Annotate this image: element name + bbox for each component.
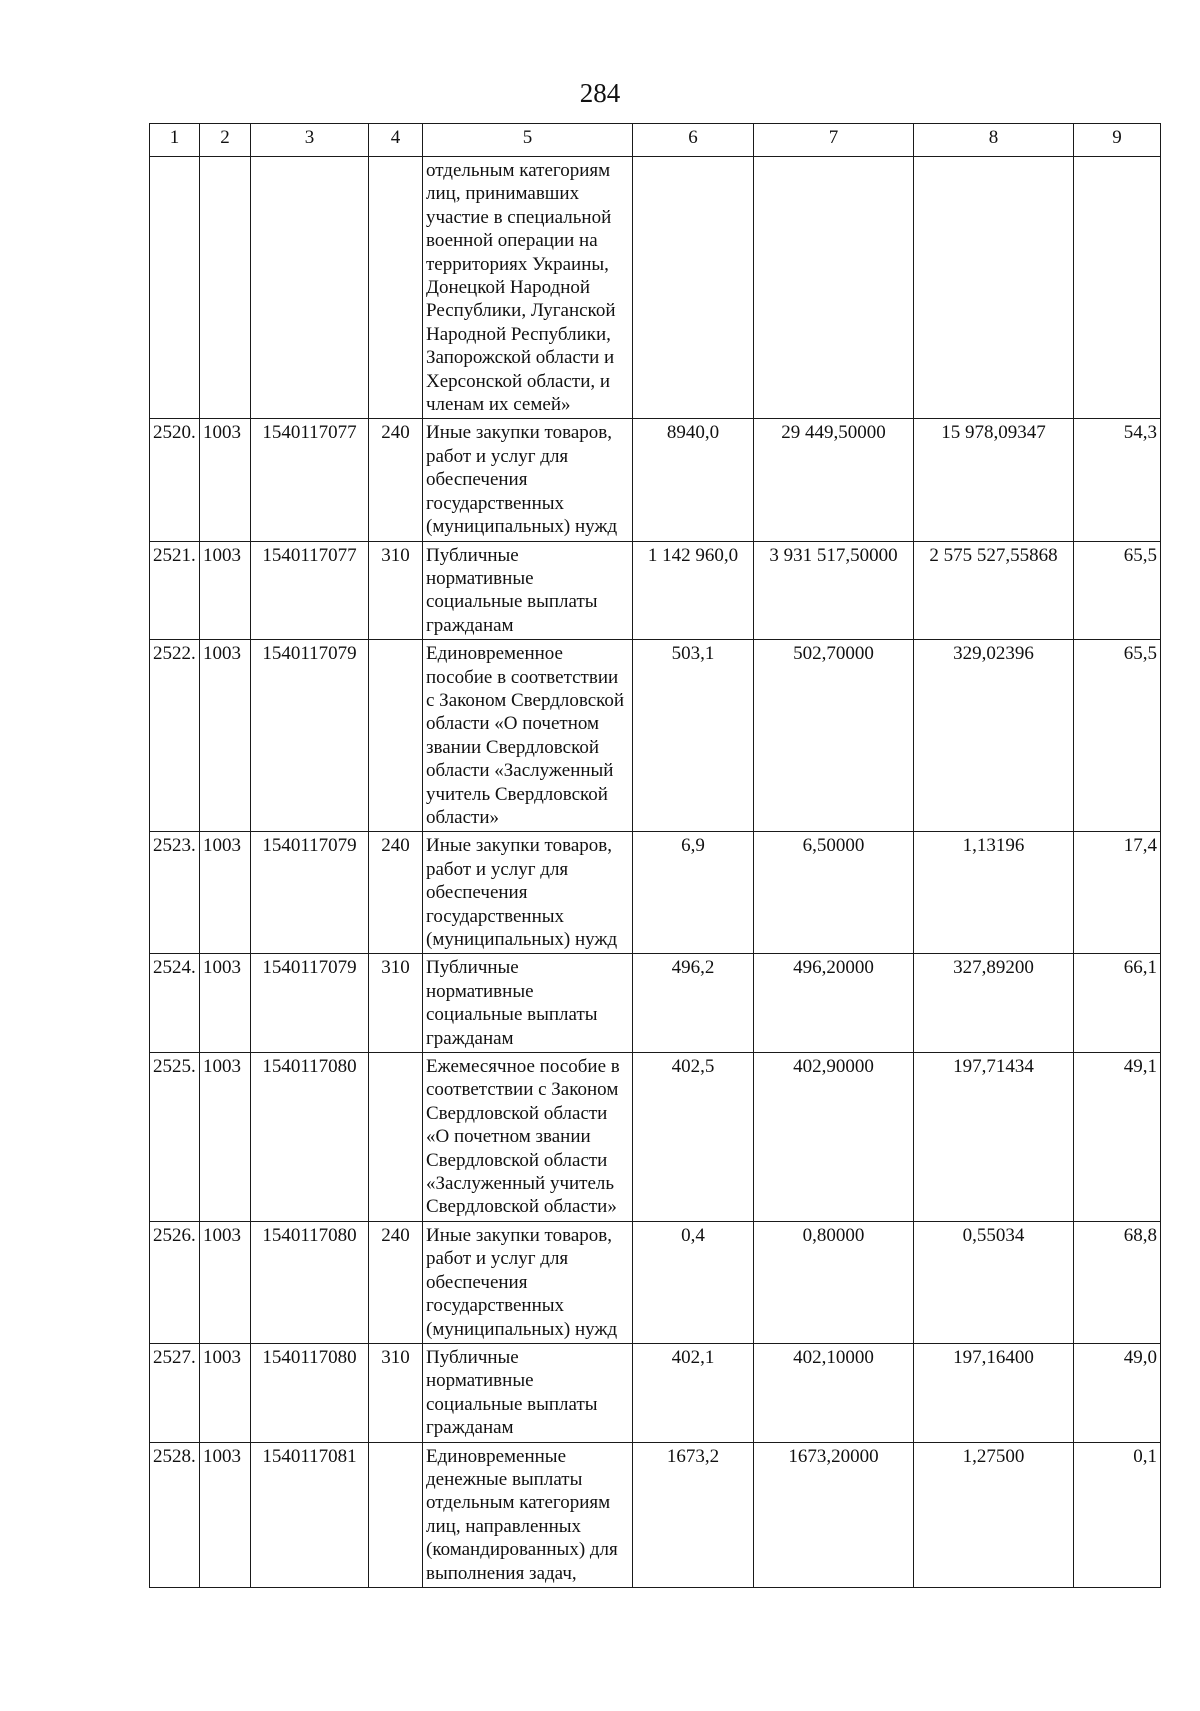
value-cell: 502,70000 xyxy=(754,640,914,832)
row-number-cell: 2521. xyxy=(150,541,200,640)
target-code-cell: 1540117079 xyxy=(251,640,369,832)
target-code-cell: 1540117077 xyxy=(251,541,369,640)
value-cell: 1673,2 xyxy=(633,1442,754,1587)
percent-cell: 17,4 xyxy=(1074,832,1161,954)
table-row xyxy=(150,419,1161,541)
value-cell: 197,16400 xyxy=(914,1343,1074,1442)
value-cell: 6,50000 xyxy=(754,832,914,954)
column-header: 8 xyxy=(914,124,1074,157)
description-cell: Публичные нормативные социальные выплаты гражданам xyxy=(423,541,633,640)
value-cell: 402,5 xyxy=(633,1053,754,1222)
column-header: 2 xyxy=(200,124,251,157)
value-cell: 496,20000 xyxy=(754,954,914,1053)
expense-type-cell: 240 xyxy=(369,832,423,954)
table-row xyxy=(150,640,1161,832)
value-cell: 3 931 517,50000 xyxy=(754,541,914,640)
value-cell: 6,9 xyxy=(633,832,754,954)
expense-type-cell: 310 xyxy=(369,954,423,1053)
value-cell xyxy=(633,157,754,419)
expense-type-cell xyxy=(369,1053,423,1222)
expense-type-cell: 310 xyxy=(369,541,423,640)
section-cell: 1003 xyxy=(200,1343,251,1442)
row-number-cell: 2522. xyxy=(150,640,200,832)
expense-type-cell: 240 xyxy=(369,1221,423,1343)
column-header: 9 xyxy=(1074,124,1161,157)
value-cell: 1673,20000 xyxy=(754,1442,914,1587)
expense-type-cell: 240 xyxy=(369,419,423,541)
percent-cell: 49,1 xyxy=(1074,1053,1161,1222)
percent-cell: 54,3 xyxy=(1074,419,1161,541)
row-number-cell: 2523. xyxy=(150,832,200,954)
expense-type-cell xyxy=(369,1442,423,1587)
row-number-cell: 2527. xyxy=(150,1343,200,1442)
table-row xyxy=(150,1343,1161,1442)
column-header: 4 xyxy=(369,124,423,157)
section-cell: 1003 xyxy=(200,419,251,541)
table-row xyxy=(150,1053,1161,1222)
section-cell: 1003 xyxy=(200,541,251,640)
description-cell: Единовременное пособие в соответствии с Законом Свердловской области «О почетном звании Свердловской области «Заслуженный учитель Свердловской области» xyxy=(423,640,633,832)
value-cell: 2 575 527,55868 xyxy=(914,541,1074,640)
target-code-cell xyxy=(251,157,369,419)
target-code-cell: 1540117080 xyxy=(251,1053,369,1222)
expense-type-cell: 310 xyxy=(369,1343,423,1442)
description-cell: Иные закупки товаров, работ и услуг для обеспечения государственных (муниципальных) нужд xyxy=(423,419,633,541)
value-cell: 329,02396 xyxy=(914,640,1074,832)
section-cell: 1003 xyxy=(200,1221,251,1343)
expense-type-cell xyxy=(369,640,423,832)
target-code-cell: 1540117081 xyxy=(251,1442,369,1587)
value-cell: 0,80000 xyxy=(754,1221,914,1343)
page-number: 284 xyxy=(579,78,621,108)
value-cell: 15 978,09347 xyxy=(914,419,1074,541)
column-header: 1 xyxy=(150,124,200,157)
value-cell: 503,1 xyxy=(633,640,754,832)
description-cell: Иные закупки товаров, работ и услуг для обеспечения государственных (муниципальных) нужд xyxy=(423,1221,633,1343)
section-cell xyxy=(200,157,251,419)
target-code-cell: 1540117080 xyxy=(251,1221,369,1343)
value-cell: 8940,0 xyxy=(633,419,754,541)
row-number-cell: 2528. xyxy=(150,1442,200,1587)
percent-cell: 65,5 xyxy=(1074,541,1161,640)
table-row xyxy=(150,954,1161,1053)
value-cell: 1,27500 xyxy=(914,1442,1074,1587)
row-number-cell: 2520. xyxy=(150,419,200,541)
target-code-cell: 1540117080 xyxy=(251,1343,369,1442)
column-header: 7 xyxy=(754,124,914,157)
section-cell: 1003 xyxy=(200,954,251,1053)
value-cell: 402,1 xyxy=(633,1343,754,1442)
value-cell: 0,55034 xyxy=(914,1221,1074,1343)
continuation-row xyxy=(150,157,1161,419)
value-cell: 197,71434 xyxy=(914,1053,1074,1222)
target-code-cell: 1540117079 xyxy=(251,954,369,1053)
column-header: 3 xyxy=(251,124,369,157)
value-cell: 1 142 960,0 xyxy=(633,541,754,640)
row-number-cell: 2526. xyxy=(150,1221,200,1343)
description-cell: Публичные нормативные социальные выплаты гражданам xyxy=(423,1343,633,1442)
value-cell: 402,10000 xyxy=(754,1343,914,1442)
value-cell: 327,89200 xyxy=(914,954,1074,1053)
table-row xyxy=(150,1442,1161,1587)
section-cell: 1003 xyxy=(200,1442,251,1587)
description-cell: Иные закупки товаров, работ и услуг для обеспечения государственных (муниципальных) нужд xyxy=(423,832,633,954)
column-header: 6 xyxy=(633,124,754,157)
description-cell: отдельным категориям лиц, принимавших участие в специальной военной операции на территориях Украины, Донецкой Народной Республики, Луганской Народной Республики, Запорожской области и Херсонской области, и членам их семей» xyxy=(423,157,633,419)
percent-cell: 49,0 xyxy=(1074,1343,1161,1442)
value-cell: 1,13196 xyxy=(914,832,1074,954)
row-number-cell: 2525. xyxy=(150,1053,200,1222)
row-number-cell xyxy=(150,157,200,419)
table-header-row xyxy=(150,124,1161,157)
value-cell xyxy=(754,157,914,419)
row-number-cell: 2524. xyxy=(150,954,200,1053)
expense-type-cell xyxy=(369,157,423,419)
description-cell: Ежемесячное пособие в соответствии с Законом Свердловской области «О почетном звании Свердловской области «Заслуженный учитель Свердловской области» xyxy=(423,1053,633,1222)
value-cell: 29 449,50000 xyxy=(754,419,914,541)
percent-cell: 0,1 xyxy=(1074,1442,1161,1587)
percent-cell: 66,1 xyxy=(1074,954,1161,1053)
section-cell: 1003 xyxy=(200,640,251,832)
column-header: 5 xyxy=(423,124,633,157)
percent-cell: 65,5 xyxy=(1074,640,1161,832)
table-row xyxy=(150,832,1161,954)
value-cell: 0,4 xyxy=(633,1221,754,1343)
budget-table xyxy=(149,123,1161,1588)
value-cell xyxy=(914,157,1074,419)
section-cell: 1003 xyxy=(200,1053,251,1222)
section-cell: 1003 xyxy=(200,832,251,954)
value-cell: 402,90000 xyxy=(754,1053,914,1222)
table-row xyxy=(150,1221,1161,1343)
percent-cell: 68,8 xyxy=(1074,1221,1161,1343)
table-row xyxy=(150,541,1161,640)
description-cell: Публичные нормативные социальные выплаты гражданам xyxy=(423,954,633,1053)
target-code-cell: 1540117077 xyxy=(251,419,369,541)
target-code-cell: 1540117079 xyxy=(251,832,369,954)
description-cell: Единовременные денежные выплаты отдельным категориям лиц, направленных (командированных) для выполнения задач, xyxy=(423,1442,633,1587)
percent-cell xyxy=(1074,157,1161,419)
value-cell: 496,2 xyxy=(633,954,754,1053)
